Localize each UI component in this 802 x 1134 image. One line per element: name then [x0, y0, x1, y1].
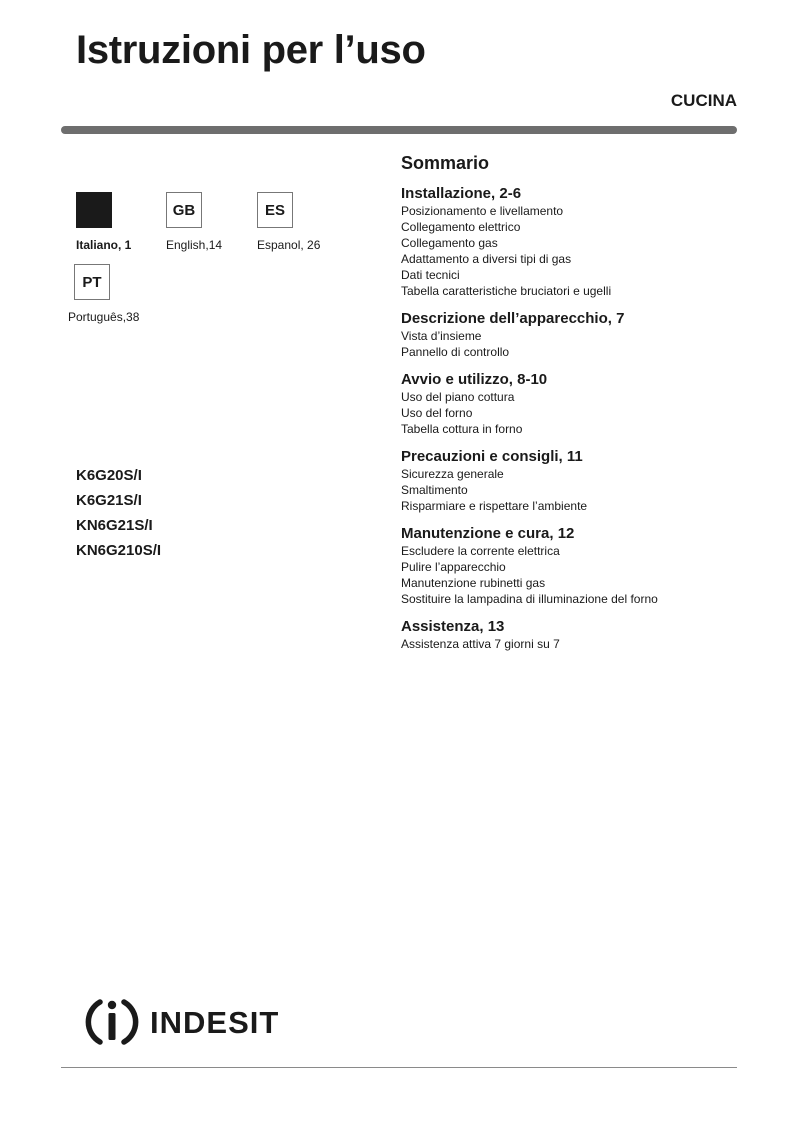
toc-section-heading[interactable]: Precauzioni e consigli, 11 [401, 448, 583, 465]
toc-item[interactable]: Adattamento a diversi tipi di gas [401, 252, 572, 266]
language-label-espanol[interactable]: Espanol, 26 [257, 238, 321, 252]
toc-section-installazione [401, 185, 761, 299]
toc-section-heading[interactable]: Avvio e utilizzo, 8-10 [401, 371, 548, 388]
toc-item[interactable]: Vista d’insieme [401, 329, 482, 343]
toc-item[interactable]: Assistenza attiva 7 giorni su 7 [401, 637, 560, 651]
toc-section-heading[interactable]: Installazione, 2-6 [401, 185, 522, 202]
toc-item[interactable]: Tabella cottura in forno [401, 422, 523, 436]
toc-item[interactable]: Uso del piano cottura [401, 390, 515, 404]
toc-item[interactable]: Collegamento gas [401, 236, 498, 250]
model-name: KN6G21S/I [76, 517, 153, 534]
toc-item[interactable]: Smaltimento [401, 483, 468, 497]
toc-item[interactable]: Pulire l’apparecchio [401, 560, 506, 574]
page-title: Istruzioni per l’uso [76, 28, 426, 72]
language-label-english[interactable]: English,14 [166, 238, 223, 252]
brand-name: INDESIT [150, 1005, 280, 1040]
top-divider [61, 126, 737, 134]
toc-section-assistenza [401, 618, 761, 652]
category-label: CUCINA [670, 91, 737, 110]
model-name: K6G20S/I [76, 467, 142, 484]
language-label-portugues[interactable]: Português,38 [68, 310, 140, 324]
toc-item[interactable]: Posizionamento e livellamento [401, 204, 564, 218]
model-list [76, 463, 161, 563]
language-flag-english[interactable]: GB [166, 192, 202, 228]
toc-section-precauzioni [401, 448, 761, 514]
toc-item[interactable]: Uso del forno [401, 406, 473, 420]
indesit-logo-icon [84, 994, 140, 1050]
model-name: KN6G210S/I [76, 542, 162, 559]
toc-item[interactable]: Collegamento elettrico [401, 220, 521, 234]
toc-item[interactable]: Escludere la corrente elettrica [401, 544, 560, 558]
toc-section-descrizione [401, 310, 761, 360]
language-flag-portugues[interactable]: PT [74, 264, 110, 300]
toc-section-heading[interactable]: Assistenza, 13 [401, 618, 505, 635]
table-of-contents [401, 153, 761, 663]
toc-item[interactable]: Tabella caratteristiche bruciatori e ugelli [401, 284, 612, 298]
toc-section-manutenzione [401, 525, 761, 607]
language-flag-espanol[interactable]: ES [257, 192, 293, 228]
toc-item[interactable]: Sicurezza generale [401, 467, 504, 481]
toc-item[interactable]: Dati tecnici [401, 268, 460, 282]
language-label-italiano[interactable]: Italiano, 1 [76, 238, 132, 252]
toc-section-avvio [401, 371, 761, 437]
bottom-divider [61, 1067, 737, 1068]
toc-section-heading[interactable]: Manutenzione e cura, 12 [401, 525, 575, 542]
model-name: K6G21S/I [76, 492, 142, 509]
toc-item[interactable]: Risparmiare e rispettare l’ambiente [401, 499, 588, 513]
toc-item[interactable]: Sostituire la lampadina di illuminazione del forno [401, 592, 658, 606]
language-flag-italiano[interactable] [76, 192, 112, 228]
toc-section-heading[interactable]: Descrizione dell’apparecchio, 7 [401, 310, 625, 327]
toc-item[interactable]: Pannello di controllo [401, 345, 510, 359]
toc-item[interactable]: Manutenzione rubinetti gas [401, 576, 546, 590]
toc-title: Sommario [401, 153, 490, 173]
